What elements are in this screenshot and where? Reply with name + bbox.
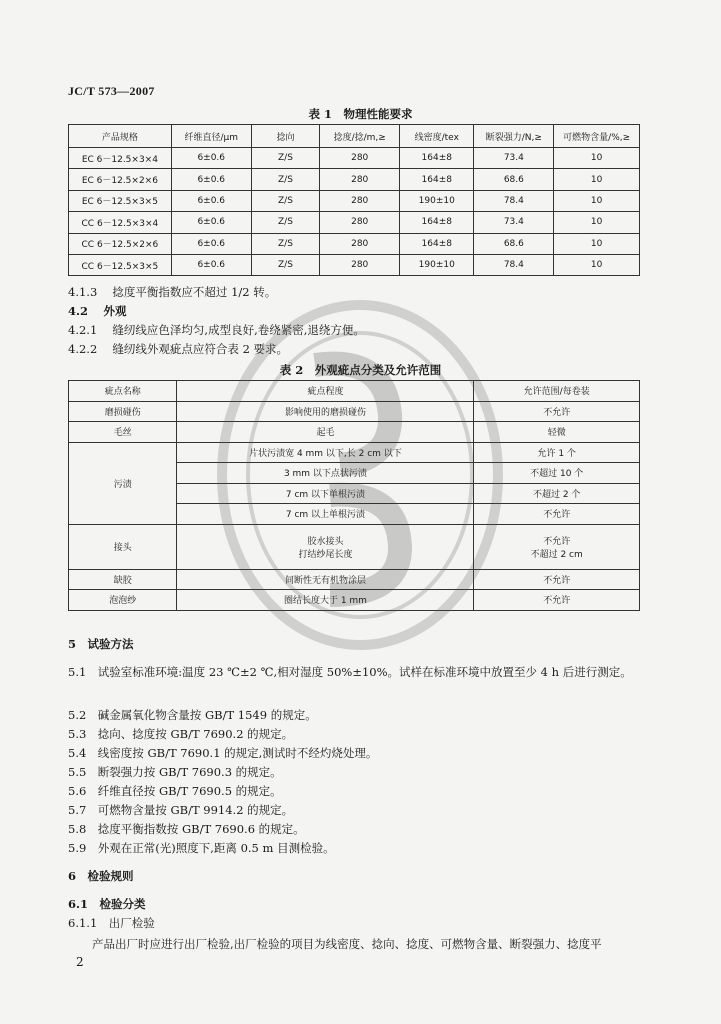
standard-header: JC/T 573—2007: [68, 84, 155, 98]
clause-5-8: 5.8 捻度平衡指数按 GB/T 7690.6 的规定。: [68, 822, 305, 836]
clause-5-9: 5.9 外观在正常(光)照度下,距离 0.5 m 目测检验。: [68, 841, 335, 855]
table-cell: 280: [320, 148, 400, 169]
table-cell: 280: [320, 254, 400, 275]
table-cell: 允许 1 个: [474, 442, 640, 463]
table-cell: 缺胶: [69, 569, 177, 590]
table-cell: 78.4: [474, 254, 554, 275]
section-6-title: 6 检验规则: [68, 869, 134, 883]
table-row: [69, 401, 640, 422]
table-cell: 不允许: [474, 504, 640, 525]
clause-6-1-1: 6.1.1 出厂检验: [68, 916, 155, 930]
table-row: [69, 169, 640, 190]
table-cell: 6±0.6: [171, 233, 251, 254]
table1-caption: 表 1 物理性能要求: [308, 107, 413, 121]
table-cell: 影响使用的磨损碰伤: [177, 401, 474, 422]
table-cell: CC 6－12.5×2×6: [69, 233, 172, 254]
table-cell: 190±10: [400, 190, 474, 211]
clause-number: 4.2: [68, 304, 89, 318]
table-cell: CC 6－12.5×3×5: [69, 254, 172, 275]
table-cell: 污渍: [69, 442, 177, 524]
table-cell: 164±8: [400, 169, 474, 190]
clause-5-3: 5.3 捻向、捻度按 GB/T 7690.2 的规定。: [68, 727, 294, 741]
table-header: 可燃物含量/%,≥: [554, 125, 640, 148]
table-cell: Z/S: [251, 233, 320, 254]
clause-6-1-1-text: 产品出厂时应进行出厂检验,出厂检验的项目为线密度、捻向、捻度、可燃物含量、断裂强力、捻度平: [92, 937, 602, 951]
table-header: 疵点名称: [69, 381, 177, 402]
table-cell: 190±10: [400, 254, 474, 275]
table-cell: 圈结长度大于 1 mm: [177, 590, 474, 611]
table-cell: 接头: [69, 524, 177, 569]
table-row: [69, 590, 640, 611]
table-row: [69, 148, 640, 169]
clause-5-7: 5.7 可燃物含量按 GB/T 9914.2 的规定。: [68, 803, 294, 817]
table-cell: 10: [554, 190, 640, 211]
table-row: [69, 569, 640, 590]
clause-4-2-1: [68, 322, 365, 338]
table-cell: EC 6－12.5×3×5: [69, 190, 172, 211]
clause-number: 4.2.2: [68, 342, 98, 356]
table-cell: Z/S: [251, 148, 320, 169]
clause-4-1-3: [68, 284, 276, 300]
table-cell: 73.4: [474, 212, 554, 233]
clause-5-1: 5.1 试验室标准环境:温度 23 ℃±2 ℃,相对湿度 50%±10%。试样在标准环境中放置至少 4 h 后进行测定。: [68, 665, 632, 679]
table-cell: 不允许: [474, 590, 640, 611]
table-cell: Z/S: [251, 190, 320, 211]
table-cell: 10: [554, 233, 640, 254]
table-cell: 片状污渍宽 4 mm 以下,长 2 cm 以下: [177, 442, 474, 463]
table-cell: 起毛: [177, 422, 474, 443]
table-cell: 68.6: [474, 169, 554, 190]
table-row: [69, 212, 640, 233]
table-cell: 3 mm 以下点状污渍: [177, 463, 474, 484]
table-cell: 68.6: [474, 233, 554, 254]
appearance-defects-table: [68, 380, 640, 611]
table-cell: 磨损碰伤: [69, 401, 177, 422]
table-cell: 7 cm 以下单根污渍: [177, 483, 474, 504]
table-row: [69, 233, 640, 254]
table-header: 纤维直径/μm: [171, 125, 251, 148]
cell-line: 不超过 2 cm: [530, 549, 583, 560]
table-row: [69, 254, 640, 275]
table-cell: 10: [554, 212, 640, 233]
clause-5-6: 5.6 纤维直径按 GB/T 7690.5 的规定。: [68, 784, 282, 798]
table-cell: 280: [320, 212, 400, 233]
table-row: [69, 524, 640, 569]
table-cell: 10: [554, 148, 640, 169]
table2-caption: 表 2 外观疵点分类及允许范围: [279, 363, 442, 377]
table-header: 产品规格: [69, 125, 172, 148]
clause-4-2-2: [68, 341, 288, 357]
table-cell: 不允许: [474, 401, 640, 422]
table-cell: 毛丝: [69, 422, 177, 443]
table-header: 允许范围/每卷装: [474, 381, 640, 402]
table-cell: Z/S: [251, 254, 320, 275]
table-cell: 泡泡纱: [69, 590, 177, 611]
clause-text: 缝纫线外观疵点应符合表 2 要求。: [112, 342, 289, 356]
table-header: 断裂强力/N,≥: [474, 125, 554, 148]
table-header: 捻向: [251, 125, 320, 148]
table-cell: [177, 524, 474, 569]
table-cell: 78.4: [474, 190, 554, 211]
clause-5-5: 5.5 断裂强力按 GB/T 7690.3 的规定。: [68, 765, 282, 779]
cell-line: 打结纱尾长度: [298, 549, 353, 560]
table-row: [69, 442, 640, 463]
clause-4-2: [68, 303, 127, 319]
clause-5-2: 5.2 碱金属氧化物含量按 GB/T 1549 的规定。: [68, 708, 317, 722]
table-cell: 164±8: [400, 212, 474, 233]
table-cell: EC 6－12.5×2×6: [69, 169, 172, 190]
clause-text: 外观: [103, 304, 127, 318]
table-header: 捻度/捻/m,≥: [320, 125, 400, 148]
table-cell: EC 6－12.5×3×4: [69, 148, 172, 169]
clause-number: 4.2.1: [68, 323, 98, 337]
table-cell: 164±8: [400, 148, 474, 169]
cell-line: 胶水接头: [307, 536, 344, 547]
table-cell: 6±0.6: [171, 212, 251, 233]
table-cell: [474, 524, 640, 569]
clause-text: 缝纫线应色泽均匀,成型良好,卷绕紧密,退绕方便。: [112, 323, 365, 337]
table-cell: 10: [554, 169, 640, 190]
table-cell: 280: [320, 169, 400, 190]
table-header: 疵点程度: [177, 381, 474, 402]
table-cell: 10: [554, 254, 640, 275]
table-cell: 164±8: [400, 233, 474, 254]
table-cell: 不允许: [474, 569, 640, 590]
table-cell: 7 cm 以上单根污渍: [177, 504, 474, 525]
page-number: 2: [76, 955, 84, 969]
clause-text: 捻度平衡指数应不超过 1/2 转。: [112, 285, 277, 299]
clause-6-1: 6.1 检验分类: [68, 897, 146, 911]
table-cell: 不超过 2 个: [474, 483, 640, 504]
physical-properties-table: [68, 124, 640, 276]
table-cell: 轻微: [474, 422, 640, 443]
table-cell: 6±0.6: [171, 190, 251, 211]
table-row: [69, 190, 640, 211]
table-cell: 6±0.6: [171, 169, 251, 190]
table-header-row: [69, 125, 640, 148]
table-cell: 280: [320, 233, 400, 254]
table-cell: 6±0.6: [171, 148, 251, 169]
table-cell: 6±0.6: [171, 254, 251, 275]
table-header-row: [69, 381, 640, 402]
clause-number: 4.1.3: [68, 285, 98, 299]
table-cell: 间断性无有机物涂层: [177, 569, 474, 590]
table-cell: Z/S: [251, 212, 320, 233]
table-header: 线密度/tex: [400, 125, 474, 148]
clause-5-4: 5.4 线密度按 GB/T 7690.1 的规定,测试时不经灼烧处理。: [68, 746, 378, 760]
table-row: [69, 422, 640, 443]
table-cell: 不超过 10 个: [474, 463, 640, 484]
section-5-title: 5 试验方法: [68, 637, 134, 651]
table-cell: 280: [320, 190, 400, 211]
table-cell: CC 6－12.5×3×4: [69, 212, 172, 233]
table-cell: 73.4: [474, 148, 554, 169]
table-cell: Z/S: [251, 169, 320, 190]
cell-line: 不允许: [543, 536, 571, 547]
